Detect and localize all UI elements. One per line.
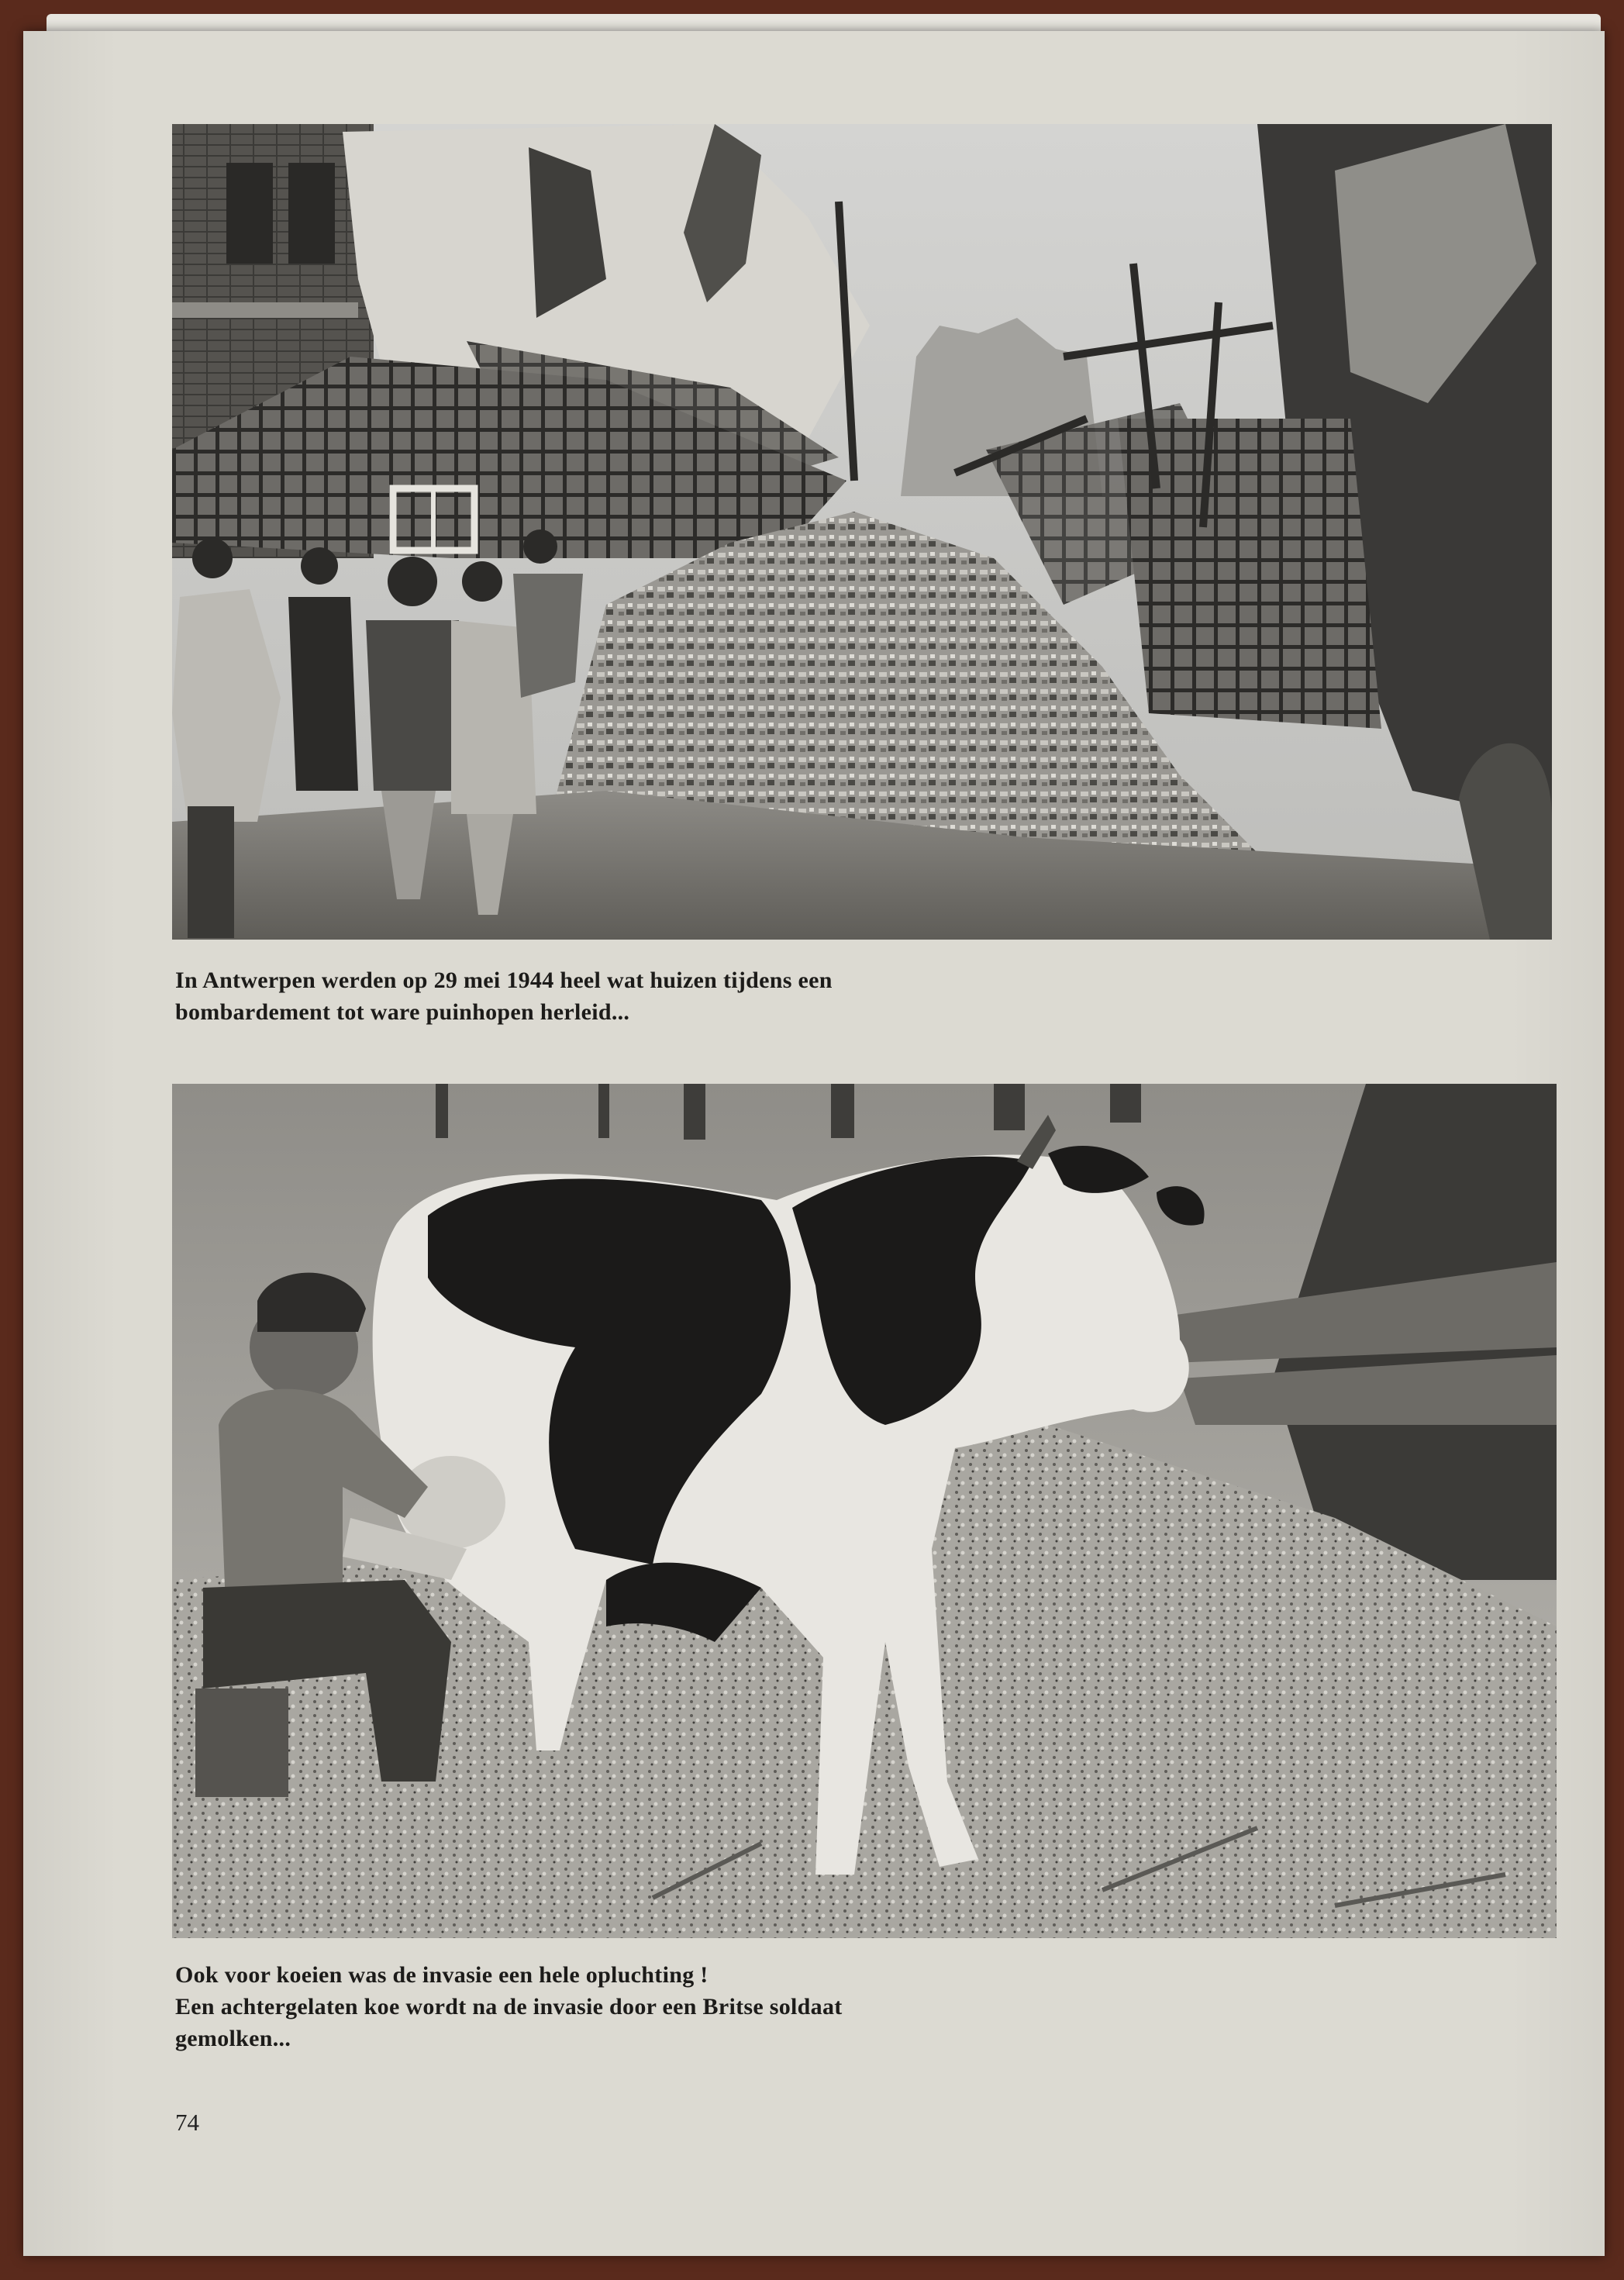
caption-milking-cow <box>175 1959 843 2054</box>
milking-cow-illustration <box>172 1084 1557 1938</box>
caption-line: In Antwerpen werden op 29 mei 1944 heel wat huizen tijdens een <box>175 968 833 993</box>
milking-cow-photo <box>172 1084 1557 1938</box>
caption-bombed-houses <box>175 964 833 1028</box>
bombed-houses-illustration <box>172 124 1552 940</box>
page-number: 74 <box>175 2109 199 2136</box>
caption-line: gemolken... <box>175 2026 291 2051</box>
bombed-houses-photo <box>172 124 1552 940</box>
caption-line: Ook voor koeien was de invasie een hele opluchting ! <box>175 1962 709 1988</box>
caption-line: Een achtergelaten koe wordt na de invasie door een Britse soldaat <box>175 1994 843 2020</box>
caption-line: bombardement tot ware puinhopen herleid... <box>175 999 630 1025</box>
